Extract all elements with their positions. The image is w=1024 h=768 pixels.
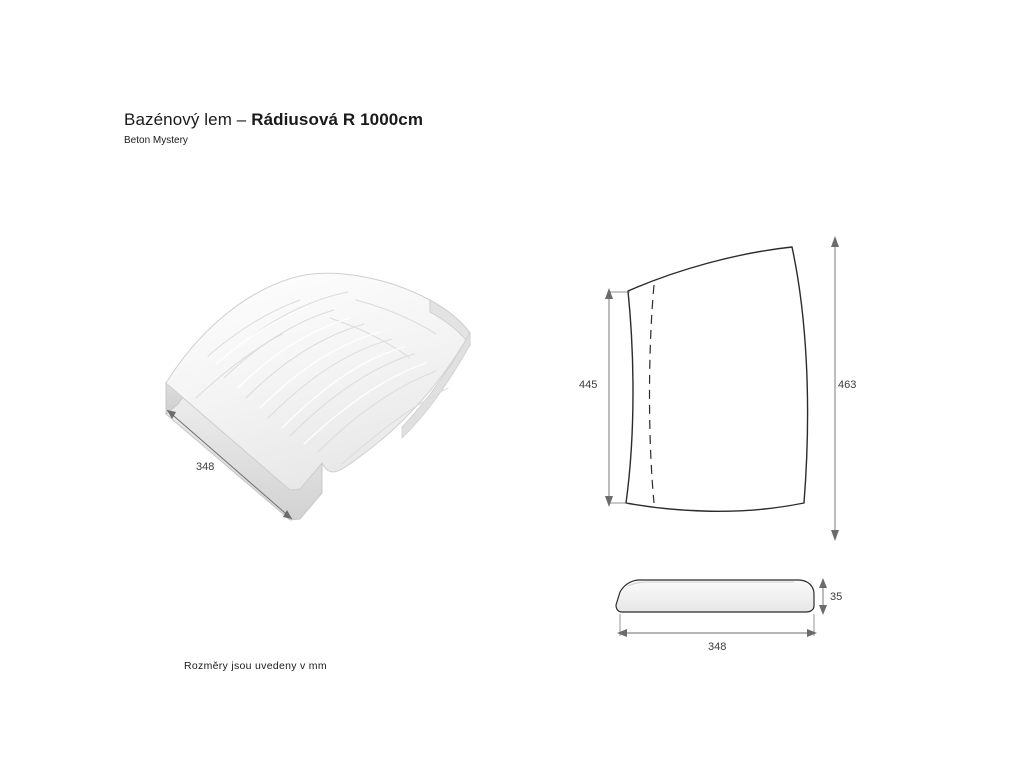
page-title-prefix: Bazénový lem – — [124, 110, 252, 129]
perspective-view — [166, 273, 470, 520]
plan-dimension-label-463: 463 — [838, 379, 857, 391]
plan-dimension-label-445: 445 — [579, 379, 598, 391]
section-dimension-35 — [819, 578, 827, 615]
units-footnote: Rozměry jsou uvedeny v mm — [184, 660, 327, 672]
perspective-dimension-label-348: 348 — [196, 461, 215, 473]
plan-outline — [626, 247, 808, 511]
page-title-main: Rádiusová R 1000cm — [251, 110, 424, 129]
section-view — [616, 578, 827, 637]
section-dimension-348 — [617, 614, 817, 637]
section-dimension-label-348: 348 — [708, 641, 727, 653]
perspective-top-face — [166, 273, 470, 490]
plan-dimension-445 — [605, 288, 630, 507]
section-outline — [616, 580, 814, 612]
plan-view — [605, 236, 839, 541]
section-dimension-label-35: 35 — [830, 591, 843, 603]
page-subtitle: Beton Mystery — [124, 135, 188, 147]
